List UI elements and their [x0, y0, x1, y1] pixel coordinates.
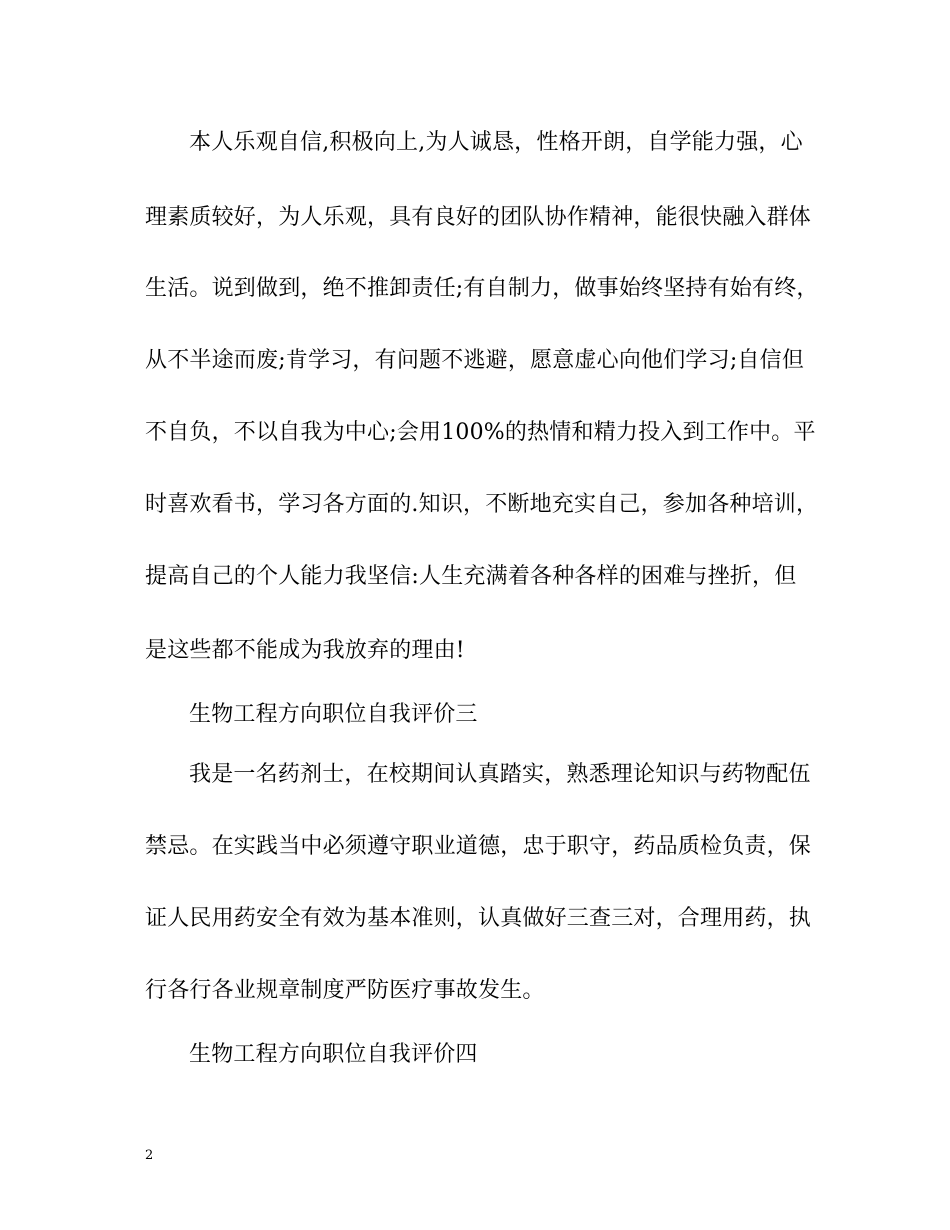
paragraph-line: 行各行各业规章制度严防医疗事故发生。 [145, 978, 545, 1003]
paragraph-line: 理素质较好，为人乐观，具有良好的团队协作精神，能很快融入群体 [145, 205, 812, 230]
paragraph-line: 时喜欢看书，学习各方面的.知识，不断地充实自己，参加各种培训， [145, 492, 819, 517]
paragraph-line: 证人民用药安全有效为基本准则，认真做好三查三对，合理用药，执 [145, 906, 812, 931]
paragraph-line: 生活。说到做到，绝不推卸责任;有自制力，做事始终坚持有始有终， [145, 276, 819, 301]
paragraph-line: 是这些都不能成为我放弃的理由! [145, 638, 465, 663]
page-number: 2 [145, 1148, 154, 1163]
paragraph-line: 从不半途而废;肯学习，有问题不逃避，愿意虚心向他们学习;自信但 [145, 348, 805, 373]
section-heading-three: 生物工程方向职位自我评价三 [189, 702, 478, 727]
paragraph-line: 不自负，不以自我为中心;会用100%的热情和精力投入到工作中。平 [145, 420, 816, 445]
paragraph-line: 禁忌。在实践当中必须遵守职业道德，忠于职守，药品质检负责，保 [145, 834, 812, 859]
paragraph-line: 我是一名药剂士，在校期间认真踏实，熟悉理论知识与药物配伍 [189, 762, 811, 787]
paragraph-line: 本人乐观自信,积极向上,为人诚恳，性格开朗，自学能力强，心 [189, 130, 803, 155]
paragraph-line: 提高自己的个人能力我坚信:人生充满着各种各样的困难与挫折，但 [145, 564, 797, 589]
section-heading-four: 生物工程方向职位自我评价四 [189, 1042, 478, 1067]
